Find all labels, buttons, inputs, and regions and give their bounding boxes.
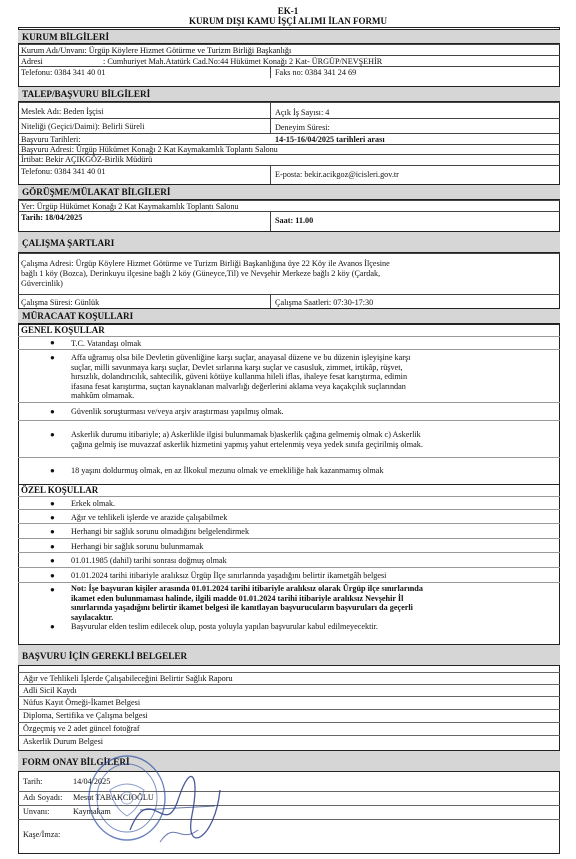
section-muracaat: MÜRACAAT KOŞULLARI — [18, 308, 560, 324]
genel-kosul-line: 18 yaşını doldurmuş olmak, en az İlkokul mezunu olmak ve emekliliğe hak kazanmamış olmak — [71, 466, 384, 475]
bullet-icon: ● — [50, 556, 55, 565]
onay-unvan-value: Kaymakam — [73, 807, 111, 816]
gorusme-yer-row — [18, 200, 560, 211]
belge-item: Askerlik Durum Belgesi — [18, 735, 560, 750]
ozel-kosul-item — [18, 567, 560, 582]
section-talep: TALEP/BAŞVURU BİLGİLERİ — [18, 86, 560, 102]
talep-telefon: Telefonu: 0384 341 40 01 — [21, 167, 106, 176]
talep-basvuru-adresi-row — [18, 144, 560, 154]
bullet-icon: ● — [50, 407, 55, 416]
belge-item: Adli Sicil Kaydı — [18, 684, 560, 696]
bullet-icon: ● — [50, 466, 55, 475]
gorusme-yer: Yer: Ürgüp Hükümet Konağı 2 Kat Kaymakamlık Toplantı Salonu — [21, 202, 239, 211]
form-ek-label: EK-1 — [277, 6, 299, 16]
onay-tarih-label: Tarih: — [23, 777, 43, 786]
genel-kosul-line: hırsızlık, dolandırıcılık, sahtecilik, güveni kötüye kullanma hileli iflas, ihaleye fesat karıştırma, edimin — [71, 372, 408, 382]
belge-item: Nüfus Kayıt Örneği-İkamet Belgesi — [18, 696, 560, 709]
genel-kosul-line: ifasına fesat karıştırma, suçtan kaynaklanan malvarlığı değerlerini aklama veya kaçakçılık suçlarından — [71, 381, 406, 391]
talep-acik-is: Açık İş Sayısı: 4 — [275, 108, 330, 117]
genel-kosul-line: T.C. Vatandaşı olmak — [71, 339, 142, 348]
onay-tarih-value: 14/04/2025 — [73, 777, 111, 786]
genel-kosul-item — [18, 420, 560, 457]
ozel-kosul-item — [18, 552, 560, 567]
genel-kosul-line: Askerlik durumu itibariyle; a) Askerlikle ilgisi bulunmamak b)askerlik çağına gelmemiş olmak c) Askerlik — [71, 430, 421, 439]
belge-item: Özgeçmiş ve 2 adet güncel fotoğraf — [18, 722, 560, 735]
bullet-icon: ● — [50, 499, 55, 508]
bullet-icon: ● — [50, 585, 55, 594]
genel-kosul-item — [18, 349, 560, 402]
ozel-kosul-text: Erkek olmak. — [71, 499, 116, 508]
kurum-ad: Kurum Adı/Unvanı: Ürgüp Köylere Hizmet Götürme ve Turizm Birliği Başkanlığı — [21, 46, 292, 55]
calisma-sure-row — [18, 294, 560, 308]
ozel-kosul-item — [18, 509, 560, 523]
bullet-icon: ● — [50, 542, 55, 551]
genel-kosul-item — [18, 402, 560, 420]
talep-meslek-row — [18, 102, 560, 118]
bullet-icon: ● — [50, 513, 55, 522]
ozel-kosul-text: Herhangi bir sağlık sorunu bulunmamak — [71, 542, 204, 551]
calisma-adres-l2: bağlı 1 köy (Bozca), Derinkuyu ilçesine bağlı 2 köy (Güneyce,Til) ve Nevşehir Merkeze bağlı 2 köy (Çardak, — [21, 269, 381, 278]
form-title: KURUM DIŞI KAMU İŞÇİ ALIMI İLAN FORMU — [188, 16, 387, 26]
gorusme-tarih-row — [18, 211, 560, 231]
calisma-sure: Çalışma Süresi: Günlük — [21, 298, 100, 307]
ozel-kosul-text: 01.01.2024 tarihi itibariyle aralıksız Ürgüp İlçe sınırlarında yaşadığını belirtir ikametgâh belgesi — [71, 571, 387, 580]
talep-basvuru-adresi: Başvuru Adresi: Ürgüp Hükümet Konağı 2 Kat Kaymakamlık Toplantı Salonu — [21, 145, 278, 154]
kurum-faks: Faks no: 0384 341 24 69 — [275, 68, 357, 77]
talep-iletisim-row — [18, 165, 560, 184]
bullet-icon: ● — [50, 338, 55, 347]
ozel-kosul-text: 01.01.1985 (dahil) tarihi sonrası doğmuş olmak — [71, 556, 227, 565]
genel-kosul-line: suçlar, milli savunmaya karşı suçlar, Devlet sırlarına karşı suçlar ve casusluk, zimmet, irtikâp, rüşvet, — [71, 362, 403, 372]
genel-kosul-line: Güvenlik soruşturması ve/veya arşiv araştırması yapılmış olmak. — [71, 407, 284, 416]
talep-irtibat-row — [18, 154, 560, 165]
section-belgeler: BAŞVURU İÇİN GEREKLİ BELGELER — [18, 644, 560, 666]
ozel-kosul-item — [18, 496, 560, 509]
gorusme-saat: Saat: 11.00 — [275, 216, 314, 225]
not-item — [18, 582, 560, 630]
section-calisma: ÇALIŞMA ŞARTLARI — [18, 231, 560, 253]
bullet-icon: ● — [50, 353, 55, 362]
genel-kosul-item — [18, 336, 560, 349]
gorusme-tarih: Tarih: 18/04/2025 — [21, 213, 83, 222]
talep-nitelik-row — [18, 118, 560, 133]
belge-item: Diploma, Sertifika ve Çalışma belgesi — [18, 709, 560, 722]
talep-tarih-row — [18, 133, 560, 144]
onay-ad-label: Adı Soyadı: — [23, 793, 63, 802]
ozel-kosul-item — [18, 538, 560, 552]
kurum-iletisim-row — [18, 66, 560, 78]
not-line: Not: İşe başvuran kişiler arasında 01.01.2024 tarihi itibariyle aralıksız olarak Ürgüp ilçe sınırlarında — [71, 584, 423, 593]
calisma-adres-l3: Güvercinlik) — [21, 279, 63, 288]
calisma-saatler: Çalışma Saatleri: 07:30-17:30 — [275, 298, 374, 307]
ozel-kosul-text: Ağır ve tehlikeli işlerde ve arazide çalışabilmek — [71, 513, 228, 522]
ozel-kosullar-title: ÖZEL KOŞULLAR — [18, 484, 560, 496]
genel-kosullar-title: GENEL KOŞULLAR — [18, 324, 560, 336]
ozel-kosul-text: Herhangi bir sağlık sorunu olmadığını belgelendirmek — [71, 527, 250, 536]
bullet-icon: ● — [50, 430, 55, 439]
talep-eposta: E-posta: bekir.acikgoz@icisleri.gov.tr — [275, 170, 399, 179]
kurum-telefon: Telefonu: 0384 341 40 01 — [21, 68, 106, 77]
genel-kosul-item — [18, 457, 560, 484]
onay-kase-label: Kaşe/İmza: — [23, 830, 61, 839]
talep-nitelik: Niteliği (Geçici/Daimi): Belirli Süreli — [21, 122, 145, 131]
belge-item: Ağır ve Tehlikeli İşlerde Çalışabileceğini Belirtir Sağlık Raporu — [18, 672, 560, 684]
bullet-icon: ● — [50, 571, 55, 580]
not-line: ikamet eden bulunmaması halinde, ilgili madde 01.01.2024 tarihi itibariyle aralıksız Nevşehir İl — [71, 593, 404, 603]
section-kurum: KURUM BİLGİLERİ — [18, 29, 560, 44]
talep-irtibat: İrtibat: Bekir AÇIKGÖZ-Birlik Müdürü — [21, 155, 153, 164]
onay-ad-value: Mesut TABAKCIOĞLU — [73, 793, 154, 802]
bullet-icon: ● — [50, 622, 55, 631]
not-line: sınırlarında yaşadığını belirtir ikamet belgesi ile kanıtlayan başvurucuların başvuruları da geçerli — [71, 603, 413, 613]
bullet-icon: ● — [50, 527, 55, 536]
signature-scribble — [120, 770, 230, 848]
kurum-adres-row — [18, 55, 560, 66]
not-line: sayılacaktır. — [71, 612, 114, 622]
section-gorusme: GÖRÜŞME/MÜLAKAT BİLGİLERİ — [18, 184, 560, 200]
elden-text: Başvurular elden teslim edilecek olup, posta yoluyla yapılan başvurular kabul edilmeyecektir. — [71, 622, 378, 631]
calisma-adres-row — [18, 253, 560, 294]
kurum-adres-label: Adresi — [21, 57, 43, 66]
kurum-ad-row — [18, 44, 560, 55]
talep-meslek: Meslek Adı: Beden İşçisi — [21, 107, 104, 116]
genel-kosul-line: mahkûm olmamak. — [71, 391, 135, 401]
section-onay: FORM ONAY BİLGİLERİ — [18, 750, 560, 772]
talep-tarih-value: 14-15-16/04/2025 tarihleri arası — [275, 135, 385, 144]
kurum-adres-value: : Cumhuriyet Mah.Atatürk Cad.No:44 Hükümet Konağı 2 Kat- ÜRGÜP/NEVŞEHİR — [103, 57, 383, 66]
genel-kosul-line: çağına gelmiş ise muvazzaf askerlik hizmetini yapmış yahut ertelenmiş veya yedek sınıfa geçirilmiş olmak. — [71, 439, 423, 449]
ozel-kosul-item — [18, 523, 560, 538]
onay-unvan-label: Unvanı: — [23, 807, 50, 816]
calisma-adres-l1: Çalışma Adresi: Ürgüp Köylere Hizmet Götürme ve Turizm Birliği Başkanlığına üye 22 Köy ile Avanos İlçesine — [21, 259, 390, 268]
talep-tarih-label: Başvuru Tarihleri: — [21, 135, 81, 144]
talep-deneyim: Deneyim Süresi: — [275, 123, 330, 132]
genel-kosul-line: Affa uğramış olsa bile Devletin güvenliğine karşı suçlar, anayasal düzene ve bu düzenin işleyişine karşı — [71, 353, 411, 362]
